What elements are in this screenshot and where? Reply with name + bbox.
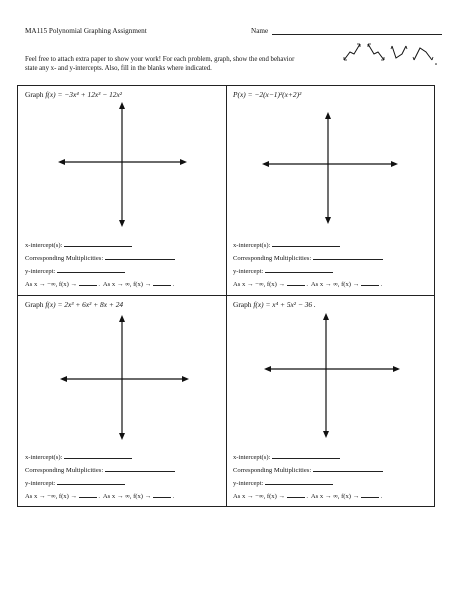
- problem-4-end-right-blank[interactable]: [361, 491, 379, 498]
- grid-vertical-divider: [226, 85, 227, 507]
- problem-2-y-intercept-blank[interactable]: [265, 266, 333, 273]
- problem-3-end-right-blank[interactable]: [153, 491, 171, 498]
- problem-4-label: Graph: [233, 300, 252, 309]
- problem-2-x-intercepts-blank[interactable]: [272, 240, 340, 247]
- assignment-title: MA115 Polynomial Graphing Assignment: [25, 27, 147, 35]
- problem-2-end-right-blank[interactable]: [361, 279, 379, 286]
- problem-1-x-intercepts: x-intercept(s):: [25, 240, 132, 249]
- instructions-line-2: state any x- and y-intercepts. Also, fill in the blanks where indicated.: [25, 65, 212, 72]
- problem-1-multiplicities: Corresponding Multiplicities:: [25, 253, 175, 262]
- problem-4-end-left-blank[interactable]: [287, 491, 305, 498]
- problem-1-y-intercept: y-intercept:: [25, 266, 125, 275]
- problem-4-y-intercept-blank[interactable]: [265, 478, 333, 485]
- problem-3-x-intercepts: x-intercept(s):: [25, 452, 132, 461]
- problem-1-x-intercepts-blank[interactable]: [64, 240, 132, 247]
- problem-4-axes[interactable]: [264, 313, 400, 438]
- end-behavior-sketches-icon: [340, 38, 440, 68]
- problem-3-multiplicities: Corresponding Multiplicities:: [25, 465, 175, 474]
- problem-1-end-behavior: As x → −∞, f(x) → . As x → ∞, f(x) → .: [25, 281, 175, 288]
- name-field[interactable]: [272, 34, 442, 35]
- problem-3-x-intercepts-blank[interactable]: [64, 452, 132, 459]
- problem-2-x-intercepts: x-intercept(s):: [233, 240, 340, 249]
- problem-2-y-intercept: y-intercept:: [233, 266, 333, 275]
- problem-3-y-intercept: y-intercept:: [25, 478, 125, 487]
- problem-4-multiplicities-blank[interactable]: [313, 465, 383, 472]
- problem-2-multiplicities-blank[interactable]: [313, 253, 383, 260]
- problem-2-axes[interactable]: [262, 112, 398, 224]
- problem-4-x-intercepts-blank[interactable]: [272, 452, 340, 459]
- problem-3-end-behavior: As x → −∞, f(x) → . As x → ∞, f(x) → .: [25, 493, 175, 500]
- problem-2-multiplicities: Corresponding Multiplicities:: [233, 253, 383, 262]
- problem-3-function: f(x) = 2x³ + 6x² + 8x + 24: [45, 300, 124, 309]
- problem-4-y-intercept: y-intercept:: [233, 478, 333, 487]
- problem-2-title: [233, 90, 301, 99]
- problem-3-axes[interactable]: [60, 315, 190, 440]
- grid-horizontal-divider: [17, 295, 435, 296]
- problem-4-function: f(x) = x⁴ + 5x² − 36 .: [253, 300, 316, 309]
- problem-2-end-behavior: As x → −∞, f(x) → . As x → ∞, f(x) → .: [233, 281, 383, 288]
- problem-2-end-left-blank[interactable]: [287, 279, 305, 286]
- problem-3-title: [25, 300, 123, 309]
- problem-2-function: P(x) = −2(x−1)²(x+2)²: [233, 90, 302, 99]
- problem-3-end-left-blank[interactable]: [79, 491, 97, 498]
- problem-3-label: Graph: [25, 300, 44, 309]
- problem-1-title: [25, 90, 122, 99]
- problem-3-y-intercept-blank[interactable]: [57, 478, 125, 485]
- problem-1-multiplicities-blank[interactable]: [105, 253, 175, 260]
- problem-3-multiplicities-blank[interactable]: [105, 465, 175, 472]
- problem-4-x-intercepts: x-intercept(s):: [233, 452, 340, 461]
- problem-1-function: f(x) = −3x⁴ + 12x³ − 12x²: [45, 90, 122, 99]
- problem-4-end-behavior: As x → −∞, f(x) → . As x → ∞, f(x) → .: [233, 493, 383, 500]
- problem-1-end-left-blank[interactable]: [79, 279, 97, 286]
- problem-1-axes[interactable]: [58, 102, 188, 227]
- instructions-line-1: Feel free to attach extra paper to show your work! For each problem, graph, show the end behavior: [25, 56, 295, 63]
- problem-4-multiplicities: Corresponding Multiplicities:: [233, 465, 383, 474]
- problem-1-label: Graph: [25, 90, 44, 99]
- problem-4-title: [233, 300, 316, 309]
- problem-1-end-right-blank[interactable]: [153, 279, 171, 286]
- problem-1-y-intercept-blank[interactable]: [57, 266, 125, 273]
- name-label: Name: [251, 27, 269, 35]
